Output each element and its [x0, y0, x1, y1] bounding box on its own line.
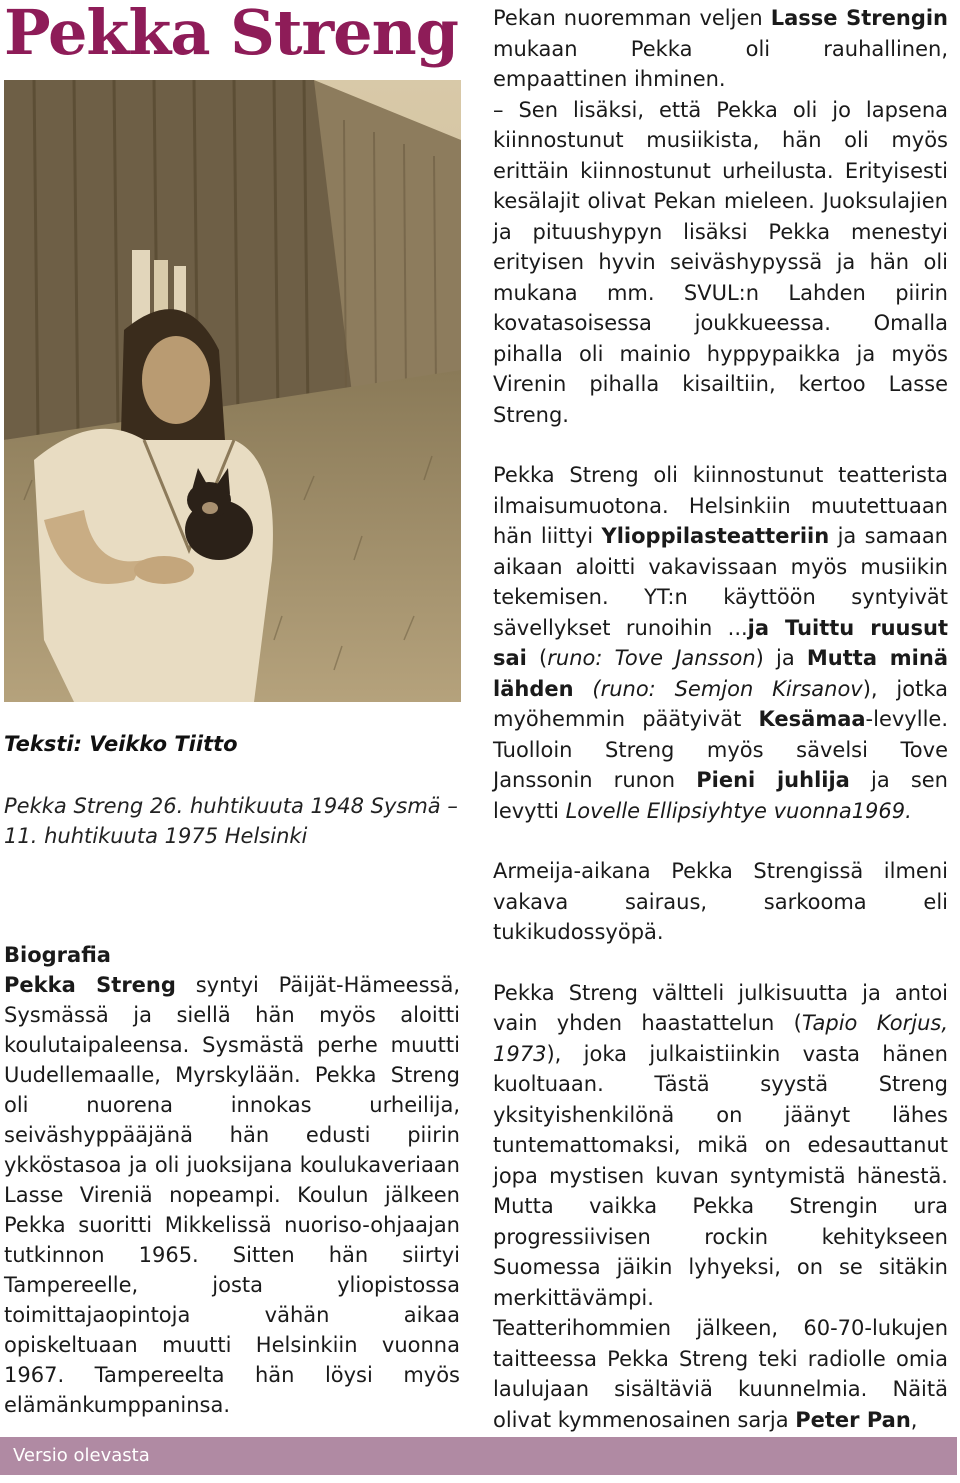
biography-body: syntyi Päijät-Hämeessä, Sysmässä ja siellä hän myös aloitti koulutaipaleensa. Sysmästä perhe muutti Uudellemaalle, Myrskylään. Pekka Streng oli nuorena innokas urheilija, seiväshyppääjänä hän edusti piirin ykköstasoa ja oli juoksijana koulukaveriaan Lasse Vireniä nopeampi. Koulun jälkeen Pekka suoritti Mikkelissä nuoriso-ohjaajan tutkinnon 1965. Sitten hän siirtyi Tampereelle, josta yliopistossa toimittajaopintoja vähän aikaa opiskeltuaan muutti Helsinkiin vuonna 1967. Tampereelta hän löysi myös elämänkumppaninsa. [4, 973, 460, 1417]
biography-section [4, 940, 460, 1420]
footer-label: Versio olevasta [13, 1445, 150, 1466]
author-credit: Teksti: Veikko Tiitto [4, 732, 238, 756]
text-run: Teatterihommien jälkeen, 60-70-lukujen taitteessa Pekka Streng teki radiolle omia laulujaan sisältäviä kuunnelmia. Näitä olivat kymmenosainen sarja [493, 1316, 948, 1432]
biography-text [4, 970, 460, 1420]
interviewer-credit: Tapio Korjus, 1973 [493, 1011, 948, 1066]
text-run: Pekka Streng vältteli julkisuutta ja antoi vain yhden haastattelun ( [493, 980, 948, 1035]
name-ylioppilasteatteri: Ylioppilasteatteriin [601, 524, 830, 548]
paragraph-theatre [493, 460, 948, 826]
text-run: -levylle. Tuolloin Streng myös sävelsi Tove Janssonin runon [493, 707, 948, 792]
text-run: ja sen levytti [493, 768, 948, 823]
sepia-photo-illustration [4, 80, 461, 702]
name-lasse-strengin: Lasse Strengin [770, 6, 949, 30]
life-dates-caption: Pekka Streng 26. huhtikuuta 1948 Sysmä – 11. huhtikuuta 1975 Helsinki [4, 794, 458, 848]
biography-heading: Biografia [4, 943, 111, 967]
band-credit: Lovelle Ellipsiyhtye vuonna1969. [565, 798, 912, 823]
text-run: Pekka Streng oli kiinnostunut teatterista ilmaisumuotona. Helsinkiin muutettuaan hän liittyi [493, 463, 948, 548]
portrait-photo [4, 80, 461, 702]
album-title: Kesämaa [758, 707, 866, 731]
song-title: ja Tuittu ruusut sai [493, 615, 948, 670]
page-title: Pekka Streng [4, 0, 459, 69]
text-run [574, 677, 593, 701]
song-title: Pieni juhlija [696, 768, 850, 792]
paragraph-publicity [493, 978, 948, 1314]
poet-credit: (runo: Semjon Kirsanov [592, 676, 863, 701]
paragraph-sports: – Sen lisäksi, että Pekka oli jo lapsena kiinnostunut musiikista, hän oli myös erittäin kiinnostunut urheilusta. Erityisesti kesälajit olivat Pekan mieleen. Juoksulajien ja pituushypyn lisäksi Pekka menestyi erityisen hyvin seiväshypyssä ja hän oli mukana mm. SVUL:n Lahden piirin kovatasoisessa joukkueessa. Omalla pihalla oli mainio hyppypaikka ja myös Virenin pihalla kisailtiin, kertoo Lasse Streng. [493, 97, 948, 427]
text-run: ( [526, 646, 548, 670]
paragraph-illness: Armeija-aikana Pekka Strengissä ilmeni vakava sairaus, sarkooma eli tukikudossyöpä. [493, 859, 948, 944]
text-run: Pekan nuoremman veljen [493, 6, 771, 30]
biography-name: Pekka Streng [4, 973, 176, 997]
song-title: Mutta minä lähden [493, 646, 949, 701]
article-column [493, 3, 948, 1435]
poet-credit: runo: Tove Jansson [547, 646, 756, 670]
text-run: ) ja [755, 646, 807, 670]
paragraph-brother-quote [493, 3, 948, 95]
text-run: mukaan Pekka oli rauhallinen, empaattinen ihminen. [493, 36, 948, 91]
footer-bar [0, 1437, 957, 1475]
text-run: ), joka julkaistiinkin vasta hänen kuoltuaan. Tästä syystä Streng yksityishenkilönä on jäänyt lähes tuntemattomaksi, mikä on edesauttanut jopa mystisen kuvan syntymistä hänestä. Mutta vaikka Pekka Strengin ura progressiivisen rockin kehitykseen Suomessa jäikin lyhyeksi, on se sitäkin merkittävämpi. [493, 1041, 948, 1310]
text-run: ), jotka myöhemmin päätyivät [493, 676, 948, 731]
text-run: ja samaan aikaan aloitti vakavissaan myös musiikin tekemisen. YT:n käyttöön syntyivät sävellykset runoihin ... [493, 524, 948, 640]
series-title: Peter Pan [795, 1407, 911, 1432]
text-run: , [910, 1407, 918, 1432]
paragraph-radio [493, 1313, 948, 1435]
